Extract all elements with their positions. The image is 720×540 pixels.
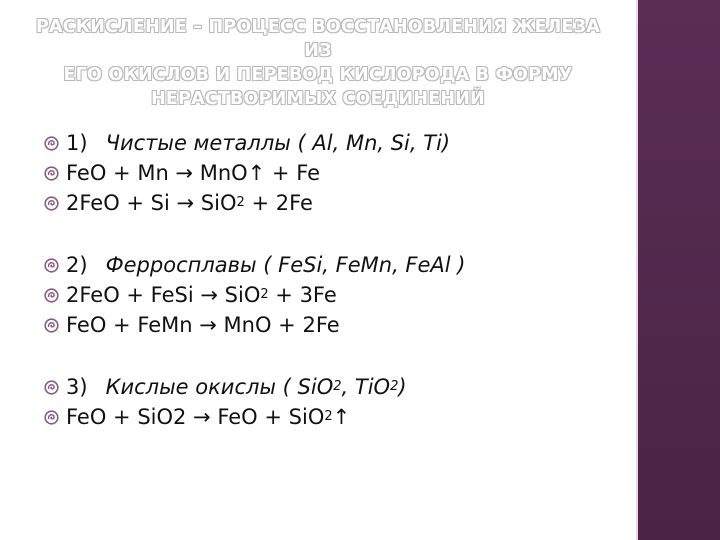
circled-swirl-bullet-icon (44, 380, 59, 395)
title-line-1: РАСКИСЛЕНИЕ – ПРОЦЕСС ВОССТАНОВЛЕНИЯ ЖЕЛЕЗА ИЗ (35, 17, 601, 61)
list-item (44, 250, 466, 280)
circled-swirl-bullet-icon (44, 258, 59, 273)
list-item: 3) Кислые окислы ( SiO 2 , TiO 2 ) (44, 372, 407, 402)
list-item (44, 310, 340, 340)
circled-swirl-bullet-icon (44, 410, 59, 425)
circled-swirl-bullet-icon (44, 288, 59, 303)
circled-swirl-bullet-icon (44, 136, 59, 151)
item-text: Чистые металлы ( Al, Mn, Si, Ti) (105, 131, 451, 155)
title-line-2: ЕГО ОКИСЛОВ И ПЕРЕВОД КИСЛОРОДА В ФОРМУ (63, 65, 573, 85)
sidebar-decoration (638, 0, 720, 540)
circled-swirl-bullet-icon (44, 166, 59, 181)
item-text: ) (398, 375, 407, 399)
item-text: , TiO (341, 375, 391, 399)
circled-swirl-bullet-icon (44, 196, 59, 211)
title-line-3: НЕРАСТВОРИМЫХ СОЕДИНЕНИЙ (151, 89, 485, 109)
item-number: 3) (66, 375, 88, 399)
list-item (44, 158, 320, 188)
equation-text: FeO + SiO2 → FeO + SiO (66, 405, 325, 429)
item-text: Ферросплавы ( FeSi, FeMn, FeAl ) (105, 253, 466, 277)
list-item: 2FeO + Si → SiO 2 + 2Fe (44, 188, 313, 218)
item-number: 1) (66, 131, 88, 155)
equation-text: 2FeO + FeSi → SiO (66, 283, 261, 307)
equation-text: FeO + FeMn → MnO + 2Fe (66, 313, 340, 337)
equation-text: FeO + Mn → MnO↑ + Fe (66, 161, 321, 185)
list-item: 2FeO + FeSi → SiO 2 + 3Fe (44, 280, 337, 310)
equation-text: 2FeO + Si → SiO (66, 191, 237, 215)
circled-swirl-bullet-icon (44, 318, 59, 333)
list-item: FeO + SiO2 → FeO + SiO 2 ↑ (44, 402, 350, 432)
slide-title (20, 15, 616, 111)
equation-text: + 3Fe (268, 283, 337, 307)
equation-text: ↑ (332, 405, 351, 429)
item-text: Кислые окислы ( SiO (105, 375, 334, 399)
item-number: 2) (66, 253, 88, 277)
list-item (44, 128, 450, 158)
equation-text: + 2Fe (244, 191, 313, 215)
